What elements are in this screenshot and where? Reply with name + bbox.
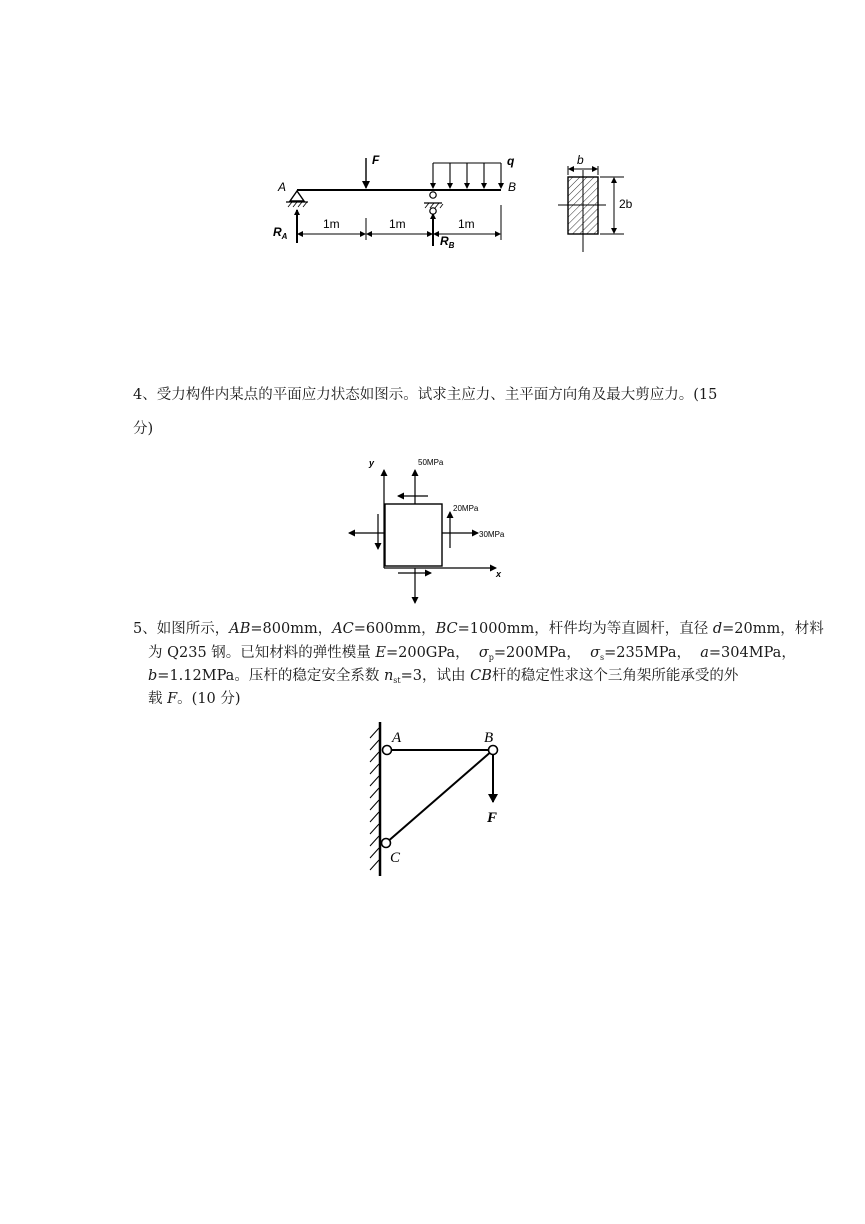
- truss-diagram: [360, 718, 520, 880]
- axis-x-label: x: [496, 569, 502, 579]
- stress-30-label: 30MPa: [479, 530, 505, 539]
- stress-element-diagram: [340, 452, 520, 608]
- dim-label-3: 1m: [458, 217, 475, 231]
- distributed-load-q: [433, 163, 501, 188]
- pin-b: [489, 746, 498, 755]
- roller-support-bottom: [430, 208, 436, 214]
- pin-c: [382, 839, 391, 848]
- axis-y-label: y: [369, 458, 375, 468]
- point-b-label: B: [508, 180, 517, 194]
- stress-20-label: 20MPa: [453, 504, 479, 513]
- truss-point-a-label: A: [392, 730, 402, 746]
- section-height-label: 2b: [619, 197, 633, 211]
- bar-cb: [386, 750, 493, 843]
- beam-diagram: [265, 148, 645, 258]
- wall-hatching: [370, 728, 379, 870]
- question-5-line-2: 为 Q235 钢。已知材料的弹性模量 E=200GPa， $\sigma_p=200MPa$， $\sigma_s=235MPa$， a=304MPa，: [148, 645, 796, 662]
- question-5-line-1: 5、如图所示，AB=800mm，AC=600mm，BC=1000mm，杆件均为等直圆杆，直径 d=20mm，材料: [133, 621, 824, 637]
- pin-support-a: [290, 191, 304, 201]
- roller-support-top: [430, 192, 436, 198]
- truss-point-c-label: C: [390, 850, 401, 866]
- pin-a: [383, 746, 392, 755]
- question-5-line-3: b=1.12MPa。压杆的稳定安全系数 $n_{st}=3$，试由 CB杆的稳定性求这个三角架所能承受的外: [148, 668, 739, 685]
- question-5-line-4: 载 F。(10 分): [148, 691, 241, 707]
- point-a-label: A: [278, 180, 287, 194]
- question-4-line-1: 4、受力构件内某点的平面应力状态如图示。试求主应力、主平面方向角及最大剪应力。(15: [133, 387, 718, 403]
- dim-label-1: 1m: [323, 217, 340, 231]
- force-f-label: F: [372, 153, 380, 167]
- truss-force-label: F: [487, 810, 498, 826]
- dim-label-2: 1m: [389, 217, 406, 231]
- truss-point-b-label: B: [484, 730, 494, 746]
- section-width-label: b: [577, 153, 584, 167]
- load-q-label: q: [507, 154, 515, 168]
- question-4-line-2: 分): [133, 421, 154, 437]
- reaction-b-label: $R_B$: [440, 234, 455, 250]
- reaction-a-label: $R_A$: [273, 225, 288, 241]
- stress-50-label: 50MPa: [418, 458, 444, 467]
- stress-element: [385, 504, 442, 566]
